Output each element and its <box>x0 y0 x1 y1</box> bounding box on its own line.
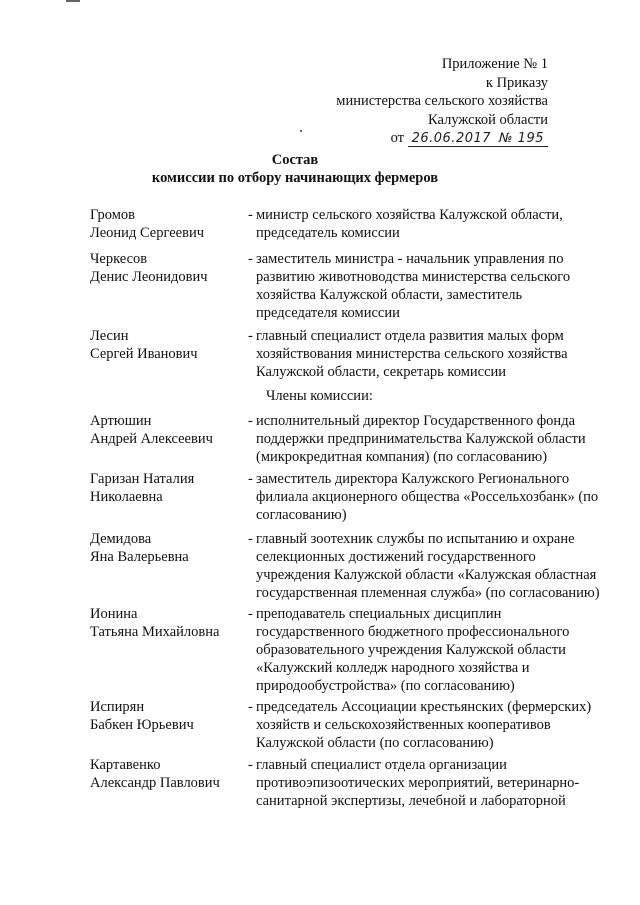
member-role: - заместитель директора Калужского Регионального филиала акционерного общества «Россельхозбанк» (по согласованию) <box>248 471 599 523</box>
member-role-text: заместитель министра - начальник управления по развитию животноводства министерства сельского хозяйства Калужской области, заместитель председателя комиссии <box>256 251 571 321</box>
member-role: - заместитель министра - начальник управления по развитию животноводства министерства сельского хозяйства Калужской области, заместитель председателя комиссии <box>248 251 571 321</box>
appendix-ministry: министерства сельского хозяйства <box>336 93 548 109</box>
member-given-names: Александр Павлович <box>90 775 220 791</box>
member-given-names: Яна Валерьевна <box>90 549 189 565</box>
member-name <box>90 756 250 792</box>
member-role-text: министр сельского хозяйства Калужской области, председатель комиссии <box>256 207 563 241</box>
member-name <box>90 470 250 506</box>
member-role: - преподаватель специальных дисциплин государственного бюджетного профессионального образовательного учреждения Калужской области «Калужский колледж народного хозяйства и природообустройства» (по согласованию) <box>248 606 570 694</box>
member-role-text: главный зоотехник службы по испытанию и охране селекционных достижений государственного учреждения Калужской области «Калужская областная государственная племенная служба» (по согласованию) <box>256 531 600 601</box>
member-role-text: заместитель директора Калужского Регионального филиала акционерного общества «Россельхозбанк» (по согласованию) <box>256 471 599 523</box>
member-given-names: Николаевна <box>90 489 163 505</box>
member-role: - исполнительный директор Государственного фонда поддержки предпринимательства Калужской области (микрокредитная компания) (по согласованию) <box>248 413 586 465</box>
member-surname: Картавенко <box>90 757 161 773</box>
member-role: - министр сельского хозяйства Калужской области, председатель комиссии <box>248 207 563 241</box>
order-prefix: от <box>390 130 404 146</box>
member-name <box>90 530 250 566</box>
member-given-names: Сергей Иванович <box>90 346 198 362</box>
member-name <box>90 206 250 242</box>
order-number: № 195 <box>495 131 548 147</box>
scan-artifact <box>66 0 80 2</box>
member-surname: Громов <box>90 207 135 223</box>
member-name <box>90 412 250 448</box>
order-date: 26.06.2017 <box>408 131 495 147</box>
member-role: - главный специалист отдела организации противоэпизоотических мероприятий, ветеринарно-санитарной экспертизы, лечебной и лабораторной <box>248 757 580 809</box>
appendix-region: Калужской области <box>428 111 548 128</box>
member-surname: Испирян <box>90 699 145 715</box>
members-section-title: Члены комиссии: <box>266 388 373 404</box>
scan-artifact <box>300 130 302 132</box>
heading-subtitle: комиссии по отбору начинающих фермеров <box>151 170 439 186</box>
member-given-names: Татьяна Михайловна <box>90 624 220 640</box>
member-role-text: председатель Ассоциации крестьянских (фермерских) хозяйств и сельскохозяйственных кооперативов Калужской области (по согласованию) <box>256 699 592 751</box>
member-role: - главный зоотехник службы по испытанию и охране селекционных достижений государственного учреждения Калужской области «Калужская областная государственная племенная служба» (по согласованию) <box>248 531 600 601</box>
document-heading <box>140 151 450 187</box>
member-name <box>90 250 250 286</box>
member-surname: Черкесов <box>90 251 148 267</box>
member-role-text: исполнительный директор Государственного фонда поддержки предпринимательства Калужской области (микрокредитная компания) (по согласованию) <box>256 413 586 465</box>
member-given-names: Бабкен Юрьевич <box>90 717 194 733</box>
member-surname: Ионина <box>90 606 138 622</box>
member-role: - председатель Ассоциации крестьянских (фермерских) хозяйств и сельскохозяйственных кооперативов Калужской области (по согласованию) <box>248 699 592 751</box>
member-role-text: преподаватель специальных дисциплин государственного бюджетного профессионального образовательного учреждения Калужской области «Калужский колледж народного хозяйства и природообустройства» (по согласованию) <box>256 606 570 694</box>
member-role-text: главный специалист отдела организации противоэпизоотических мероприятий, ветеринарно-санитарной экспертизы, лечебной и лабораторной <box>256 757 580 809</box>
member-surname: Демидова <box>90 531 152 547</box>
member-name <box>90 698 250 734</box>
member-given-names: Андрей Алексеевич <box>90 431 213 447</box>
member-given-names: Денис Леонидович <box>90 269 208 285</box>
member-role: - главный специалист отдела развития малых форм хозяйствования министерства сельского хозяйства Калужской области, секретарь комиссии <box>248 328 568 380</box>
member-surname: Гаризан Наталия <box>90 471 195 487</box>
heading-title: Состав <box>271 152 319 168</box>
appendix-order-ref: к Приказу <box>485 74 548 91</box>
appendix-block <box>330 55 548 149</box>
member-surname: Лесин <box>90 328 129 344</box>
member-surname: Артюшин <box>90 413 152 429</box>
member-given-names: Леонид Сергеевич <box>90 225 205 241</box>
appendix-number: Приложение № 1 <box>441 56 548 72</box>
order-date-line <box>330 129 548 149</box>
member-name <box>90 327 250 363</box>
member-name <box>90 605 250 641</box>
member-role-text: главный специалист отдела развития малых форм хозяйствования министерства сельского хозяйства Калужской области, секретарь комиссии <box>256 328 568 380</box>
